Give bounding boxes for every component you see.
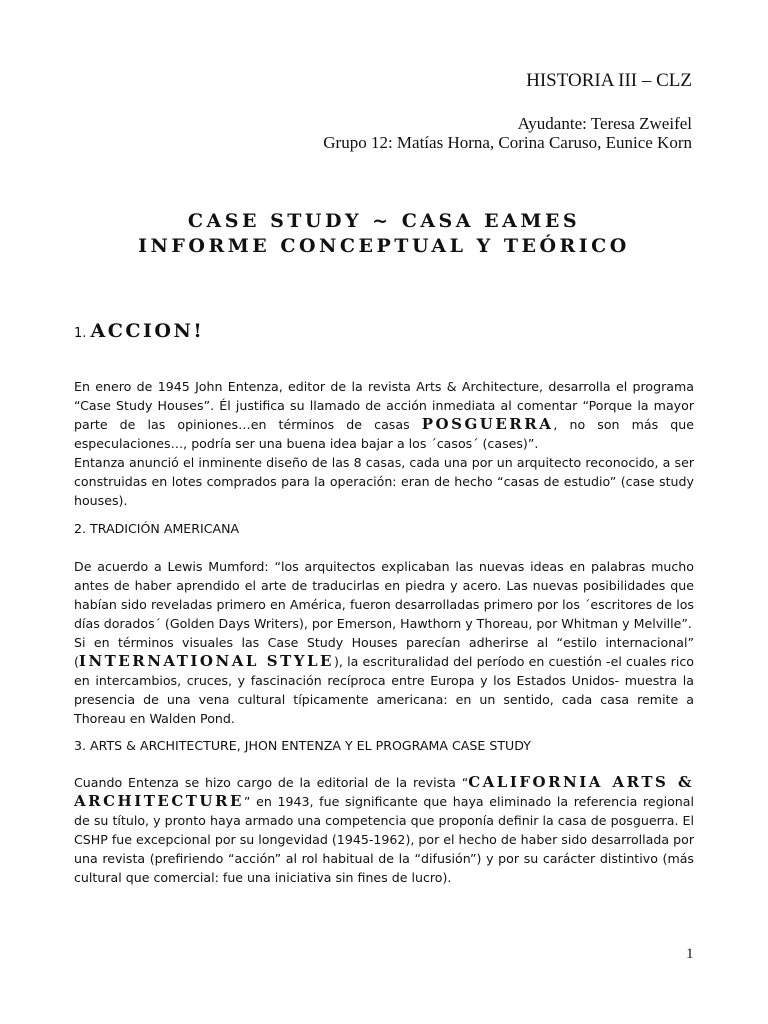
section-2-body [74,557,694,728]
section-2-paragraph-2 [74,633,694,728]
section-3-body [74,773,694,887]
section-3-paragraph-1 [74,773,694,887]
text-run: Si en términos visuales las Case Study Houses parecían adherirse al “estilo internacional” ( [74,635,694,669]
section-1-title: ACCION! [90,320,205,342]
document-title-line-2: INFORME CONCEPTUAL Y TEÓRICO [138,235,630,257]
page-number: 1 [686,946,694,962]
section-2-paragraph-1: De acuerdo a Lewis Mumford: “los arquitectos explicaban las nuevas ideas en palabras mucho antes de haber aprendido el arte de traducirlas en piedra y acero. Las nuevas posibilidades que habían sido reveladas primero en América, fueron desarrolladas primero por los ´escritores de los días dorados´ (Golden Days Writers), por Emerson, Hawthorn y Thoreau, por Whitman y Melville”. [74,559,694,631]
emphasis-posguerra: POSGUERRA [421,415,554,433]
course-title: HISTORIA III – CLZ [526,70,692,91]
text-run: ” en 1943, fue significante que haya eliminado la referencia regional de su título, y pronto haya armado una competencia que proponía definir la casa de posguerra. El CSHP fue excepcional por su longevidad (1945-1962), por el hecho de haber sido desarrollada por una revista (prefiriendo “acción” al rol habitual de la “difusión”) y por su carácter distintivo (más cultural que comercial: fue una iniciativa sin fines de lucro). [74,794,694,885]
text-run: En enero de 1945 John Entenza, editor de la revista Arts & Architecture, desarrolla el programa “Case Study Houses”. Él justifica su llamado de acción inmediata al comentar “Porque la mayor parte de las opiniones…en términos de casas [74,379,694,432]
text-run: , no son más que especulaciones…, podría ser una buena idea bajar a los ´casos´ (cases)”. [74,417,694,451]
emphasis-international-style: INTERNATIONAL STYLE [78,652,334,670]
group-line: Grupo 12: Matías Horna, Corina Caruso, Eunice Korn [323,133,692,152]
document-title-line-1: CASE STUDY ~ CASA EAMES [187,210,581,232]
section-1-body [74,377,694,510]
text-run: Cuando Entenza se hizo cargo de la editorial de la revista “ [74,775,469,790]
assistant-line: Ayudante: Teresa Zweifel [517,114,692,133]
section-2-heading: 2. TRADICIÓN AMERICANA [74,521,240,536]
emphasis-california-arts-architecture: CALIFORNIA ARTS & ARCHITECTURE [74,773,694,810]
section-1-paragraph-1 [74,377,694,453]
text-run: ), la escrituralidad del período en cuestión -el cuales rico en intercambios, cruces, y fascinación recíproca entre Europa y los Estados Unidos- muestra la presencia de una vena cultural típicamente americana: en un sentido, cada casa remite a Thoreau en Walden Pond. [74,654,694,726]
section-3-heading: 3. ARTS & ARCHITECTURE, JHON ENTENZA Y EL PROGRAMA CASE STUDY [74,738,531,753]
section-1-paragraph-2: Entanza anunció el inminente diseño de las 8 casas, cada una por un arquitecto reconocido, a ser construidas en lotes comprados para la operación: eran de hecho “casas de estudio” (case study houses). [74,455,694,508]
section-1-number: 1. [74,326,87,341]
section-1-heading [74,320,204,342]
